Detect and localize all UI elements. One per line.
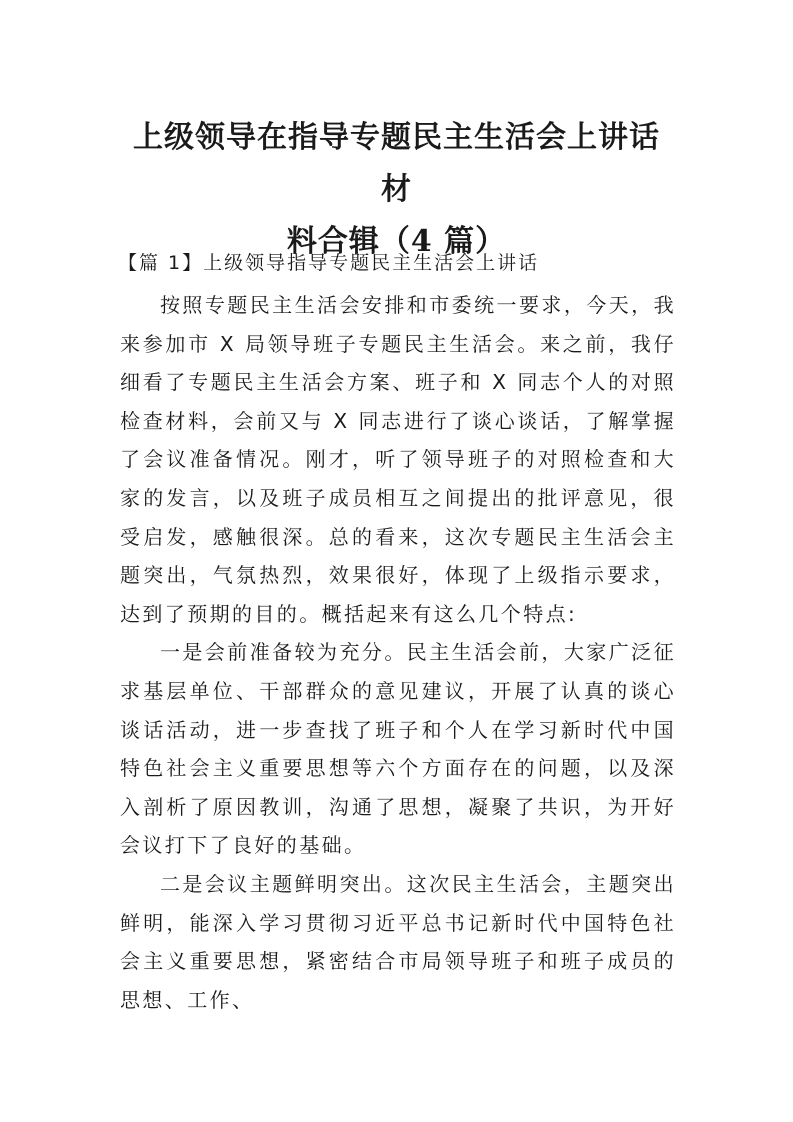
title-line-1: 上级领导在指导专题民主生活会上讲话材 — [133, 120, 660, 207]
title-line-2: 料合辑（4 篇） — [286, 224, 507, 259]
section-heading: 【篇 1】上级领导指导专题民主生活会上讲话 — [118, 252, 540, 274]
paragraph-3: 二是会议主题鲜明突出。这次民主生活会，主题突出鲜明，能深入学习贯彻习近平总书记新时代中国特色社会主义重要思想，紧密结合市局领导班子和班子成员的思想、工作、 — [120, 871, 676, 1012]
document-body — [120, 286, 676, 1019]
document-title — [120, 112, 673, 268]
paragraph-2: 一是会前准备较为充分。民主生活会前，大家广泛征求基层单位、干部群众的意见建议，开展了认真的谈心谈话活动，进一步查找了班子和个人在学习新时代中国特色社会主义重要思想等六个方面存在的问题，以及深入剖析了原因教训，沟通了思想，凝聚了共识，为开好会议打下了良好的基础。 — [120, 640, 676, 858]
paragraph-1: 按照专题民主生活会安排和市委统一要求，今天，我来参加市 X 局领导班子专题民主生活会。来之前，我仔细看了专题民主生活会方案、班子和 X 同志个人的对照检查材料，会前又与 X 同志进行了谈心谈话，了解掌握了会议准备情况。刚才，听了领导班子的对照检查和大家的发言，以及班子成员相互之间提出的批评意见，很受启发，感触很深。总的看来，这次专题民主生活会主题突出，气氛热烈，效果很好，体现了上级指示要求，达到了预期的目的。概括起来有这么几个特点: — [120, 293, 676, 626]
